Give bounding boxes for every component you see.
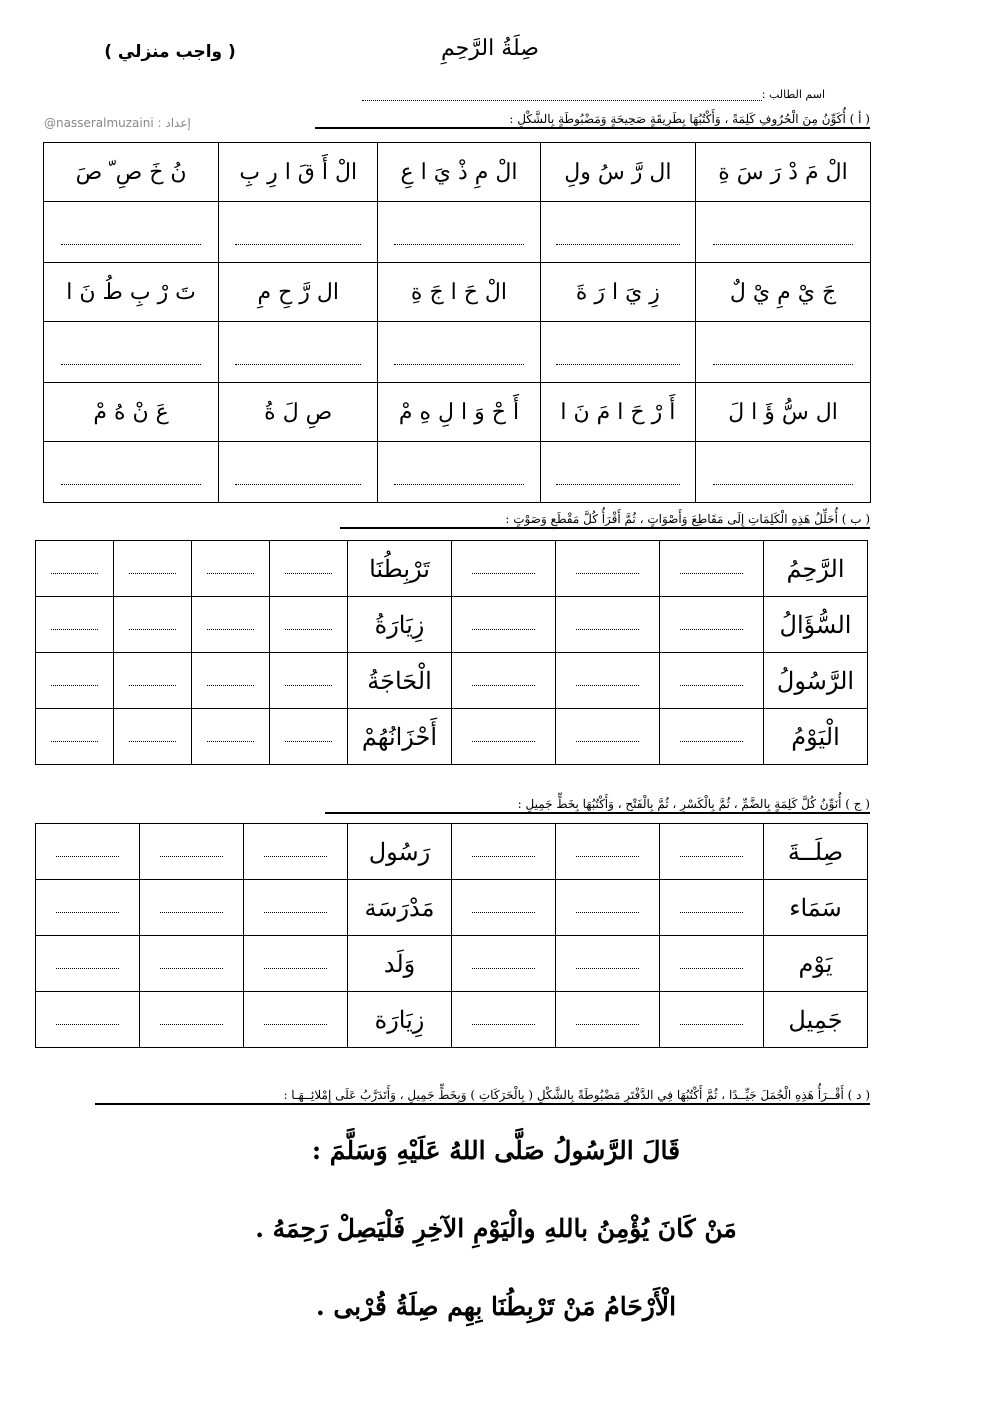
answer-cell[interactable]: [36, 597, 114, 653]
answer-cell[interactable]: [452, 824, 556, 880]
letters-cell: ال رَّ حِ مِ: [219, 263, 378, 322]
word-cell: الْحَاجَةُ: [348, 653, 452, 709]
answer-cell[interactable]: [696, 202, 871, 263]
answer-cell[interactable]: [452, 709, 556, 765]
hadith-intro: قَالَ الرَّسُولُ صَلَّى اللهُ عَلَيْهِ وَسَلَّمَ :: [311, 1136, 681, 1165]
answer-cell[interactable]: [114, 653, 192, 709]
summary-sentence: الْأَرْحَامُ مَنْ تَرْبِطُنَا بِهِم صِلَةُ قُرْبى .: [315, 1292, 677, 1321]
answer-cell[interactable]: [36, 992, 140, 1048]
answer-cell[interactable]: [270, 653, 348, 709]
answer-cell[interactable]: [140, 824, 244, 880]
answer-cell[interactable]: [244, 936, 348, 992]
section-c-instruction: ( ج ) أُنَوِّنُ كُلَّ كَلِمَةٍ بِالضَّمِّ ، ثُمَّ بِالْكَسْرِ ، ثُمَّ بِالْفَتْحِ ، وَأَكْتُبُهَا بِخَطٍّ جَمِيلٍ :: [325, 797, 870, 814]
answer-row: [44, 202, 871, 263]
letters-row: [44, 383, 871, 442]
answer-cell[interactable]: [452, 992, 556, 1048]
answer-cell[interactable]: [556, 824, 660, 880]
syllables-table: [35, 540, 868, 765]
answer-cell[interactable]: [556, 936, 660, 992]
answer-cell[interactable]: [36, 709, 114, 765]
tanween-row: [36, 992, 868, 1048]
page-title: صِلَةُ الرَّحِمِ: [441, 36, 539, 61]
word-cell: رَسُول: [348, 824, 452, 880]
answer-cell[interactable]: [270, 709, 348, 765]
tanween-row: [36, 936, 868, 992]
word-cell: يَوْم: [764, 936, 868, 992]
answer-cell[interactable]: [219, 322, 378, 383]
syllables-row: [36, 541, 868, 597]
student-name-field[interactable]: [362, 90, 762, 101]
letters-row: [44, 263, 871, 322]
answer-cell[interactable]: [244, 824, 348, 880]
word-cell: صِلَــةَ: [764, 824, 868, 880]
credit: @nasseralmuzaini : إعداد: [44, 116, 191, 130]
answer-cell[interactable]: [192, 709, 270, 765]
answer-cell[interactable]: [540, 442, 695, 503]
answer-cell[interactable]: [556, 653, 660, 709]
letters-cell: صِ لَ ةُ: [219, 383, 378, 442]
answer-cell[interactable]: [696, 322, 871, 383]
answer-cell[interactable]: [44, 202, 219, 263]
section-d-instruction: ( د ) أَقْــرَأُ هَذِهِ الْجُمَلَ جَيِّــدًا ، ثُمَّ أَكْتُبُهَا فِي الدَّفْتَرِ مَضْبُوطَةً بِالشَّكْلِ ( بِالْحَرَكَاتِ ) وَبِخَطٍّ جَمِيلٍ ، وَأَتَدَرَّبُ عَلَى إِمْلائِــهَـا :: [95, 1088, 870, 1105]
word-cell: الرَّحِمُ: [764, 541, 868, 597]
section-a-instruction: ( أ ) أُكَوِّنُ مِنَ الْحُرُوفِ كَلِمَةً ، وَأَكْتُبُهَا بِطَرِيقَةٍ صَحِيحَةٍ وَمَضْبُوطَةٍ بِالشَّكْلِ :: [315, 112, 870, 129]
answer-cell[interactable]: [140, 880, 244, 936]
answer-cell[interactable]: [244, 880, 348, 936]
section-b-instruction: ( ب ) أُحَلِّلُ هَذِهِ الْكَلِمَاتِ إِلَى مَقَاطِعَ وَأَصْوَاتٍ ، ثُمَّ أَقْرَأُ كُلَّ مَقْطَعٍ وَصَوْتٍ :: [340, 512, 870, 529]
answer-cell[interactable]: [114, 541, 192, 597]
answer-cell[interactable]: [192, 597, 270, 653]
letters-cell: ال سُّ ؤَ ا لَ: [696, 383, 871, 442]
word-cell: جَمِيل: [764, 992, 868, 1048]
answer-cell[interactable]: [660, 880, 764, 936]
word-cell: الْيَوْمُ: [764, 709, 868, 765]
letters-row: [44, 143, 871, 202]
answer-cell[interactable]: [244, 992, 348, 1048]
answer-cell[interactable]: [36, 936, 140, 992]
word-cell: وَلَد: [348, 936, 452, 992]
tanween-table: [35, 823, 868, 1048]
letters-cell: زِ يَ ا رَ ةَ: [540, 263, 695, 322]
word-cell: زِيَارَة: [348, 992, 452, 1048]
answer-cell[interactable]: [452, 880, 556, 936]
word-cell: الرَّسُولُ: [764, 653, 868, 709]
answer-cell[interactable]: [540, 202, 695, 263]
answer-cell[interactable]: [660, 541, 764, 597]
answer-cell[interactable]: [378, 442, 540, 503]
answer-cell[interactable]: [452, 653, 556, 709]
answer-cell[interactable]: [540, 322, 695, 383]
tanween-row: [36, 824, 868, 880]
word-cell: تَرْبِطُنَا: [348, 541, 452, 597]
word-cell: السُّؤَالُ: [764, 597, 868, 653]
letters-cell: الْ أَ قَ ا رِ بِ: [219, 143, 378, 202]
letters-cell: الْ مَ دْ رَ سَ ةِ: [696, 143, 871, 202]
answer-cell[interactable]: [114, 709, 192, 765]
answer-cell[interactable]: [270, 541, 348, 597]
letters-cell: الْ حَ ا جَ ةِ: [378, 263, 540, 322]
answer-cell[interactable]: [660, 597, 764, 653]
letters-cell: عَ نْ هُ مْ: [44, 383, 219, 442]
answer-cell[interactable]: [192, 653, 270, 709]
answer-cell[interactable]: [192, 541, 270, 597]
answer-cell[interactable]: [660, 653, 764, 709]
student-name-row: [325, 88, 825, 101]
word-cell: سَمَاء: [764, 880, 868, 936]
answer-cell[interactable]: [219, 202, 378, 263]
letters-cell: أَ حْ وَ ا لِ هِ مْ: [378, 383, 540, 442]
syllables-row: [36, 597, 868, 653]
answer-cell[interactable]: [378, 202, 540, 263]
syllables-row: [36, 709, 868, 765]
answer-cell[interactable]: [556, 541, 660, 597]
hadith-text: مَنْ كَانَ يُؤْمِنُ باللهِ والْيَوْمِ الآخِرِ فَلْيَصِلْ رَحِمَهُ .: [255, 1214, 737, 1243]
answer-cell[interactable]: [660, 936, 764, 992]
answer-cell[interactable]: [452, 541, 556, 597]
answer-cell[interactable]: [219, 442, 378, 503]
syllables-row: [36, 653, 868, 709]
answer-cell[interactable]: [556, 709, 660, 765]
answer-cell[interactable]: [660, 824, 764, 880]
letters-cell: أَ رْ حَ ا مَ نَ ا: [540, 383, 695, 442]
answer-cell[interactable]: [556, 880, 660, 936]
answer-cell[interactable]: [556, 992, 660, 1048]
answer-cell[interactable]: [270, 597, 348, 653]
letters-cell: الْ مِ ذْ يَ ا عِ: [378, 143, 540, 202]
word-cell: زِيَارَةُ: [348, 597, 452, 653]
answer-cell[interactable]: [36, 653, 114, 709]
answer-cell[interactable]: [696, 442, 871, 503]
letters-cell: تَ رْ بِ طُ نَ ا: [44, 263, 219, 322]
letters-cell: ال رَّ سُ ولِ: [540, 143, 695, 202]
word-cell: أَحْزَانُهُمْ: [348, 709, 452, 765]
answer-cell[interactable]: [114, 597, 192, 653]
answer-cell[interactable]: [44, 322, 219, 383]
student-name-label: اسم الطالب :: [761, 88, 825, 101]
letters-cell: نُ خَ صِ ّ صَ: [44, 143, 219, 202]
answer-row: [44, 442, 871, 503]
answer-cell[interactable]: [36, 880, 140, 936]
answer-cell[interactable]: [556, 597, 660, 653]
answer-cell[interactable]: [44, 442, 219, 503]
letters-cell: جَ يْ مِ يْ لٌ: [696, 263, 871, 322]
answer-cell[interactable]: [378, 322, 540, 383]
word-cell: مَدْرَسَة: [348, 880, 452, 936]
answer-cell[interactable]: [452, 936, 556, 992]
homework-label: ( واجب منزلي ): [104, 42, 236, 62]
answer-cell[interactable]: [660, 709, 764, 765]
answer-cell[interactable]: [36, 824, 140, 880]
answer-cell[interactable]: [36, 541, 114, 597]
answer-cell[interactable]: [452, 597, 556, 653]
letters-table: [43, 142, 871, 503]
answer-cell[interactable]: [140, 992, 244, 1048]
answer-cell[interactable]: [140, 936, 244, 992]
answer-row: [44, 322, 871, 383]
tanween-row: [36, 880, 868, 936]
answer-cell[interactable]: [660, 992, 764, 1048]
